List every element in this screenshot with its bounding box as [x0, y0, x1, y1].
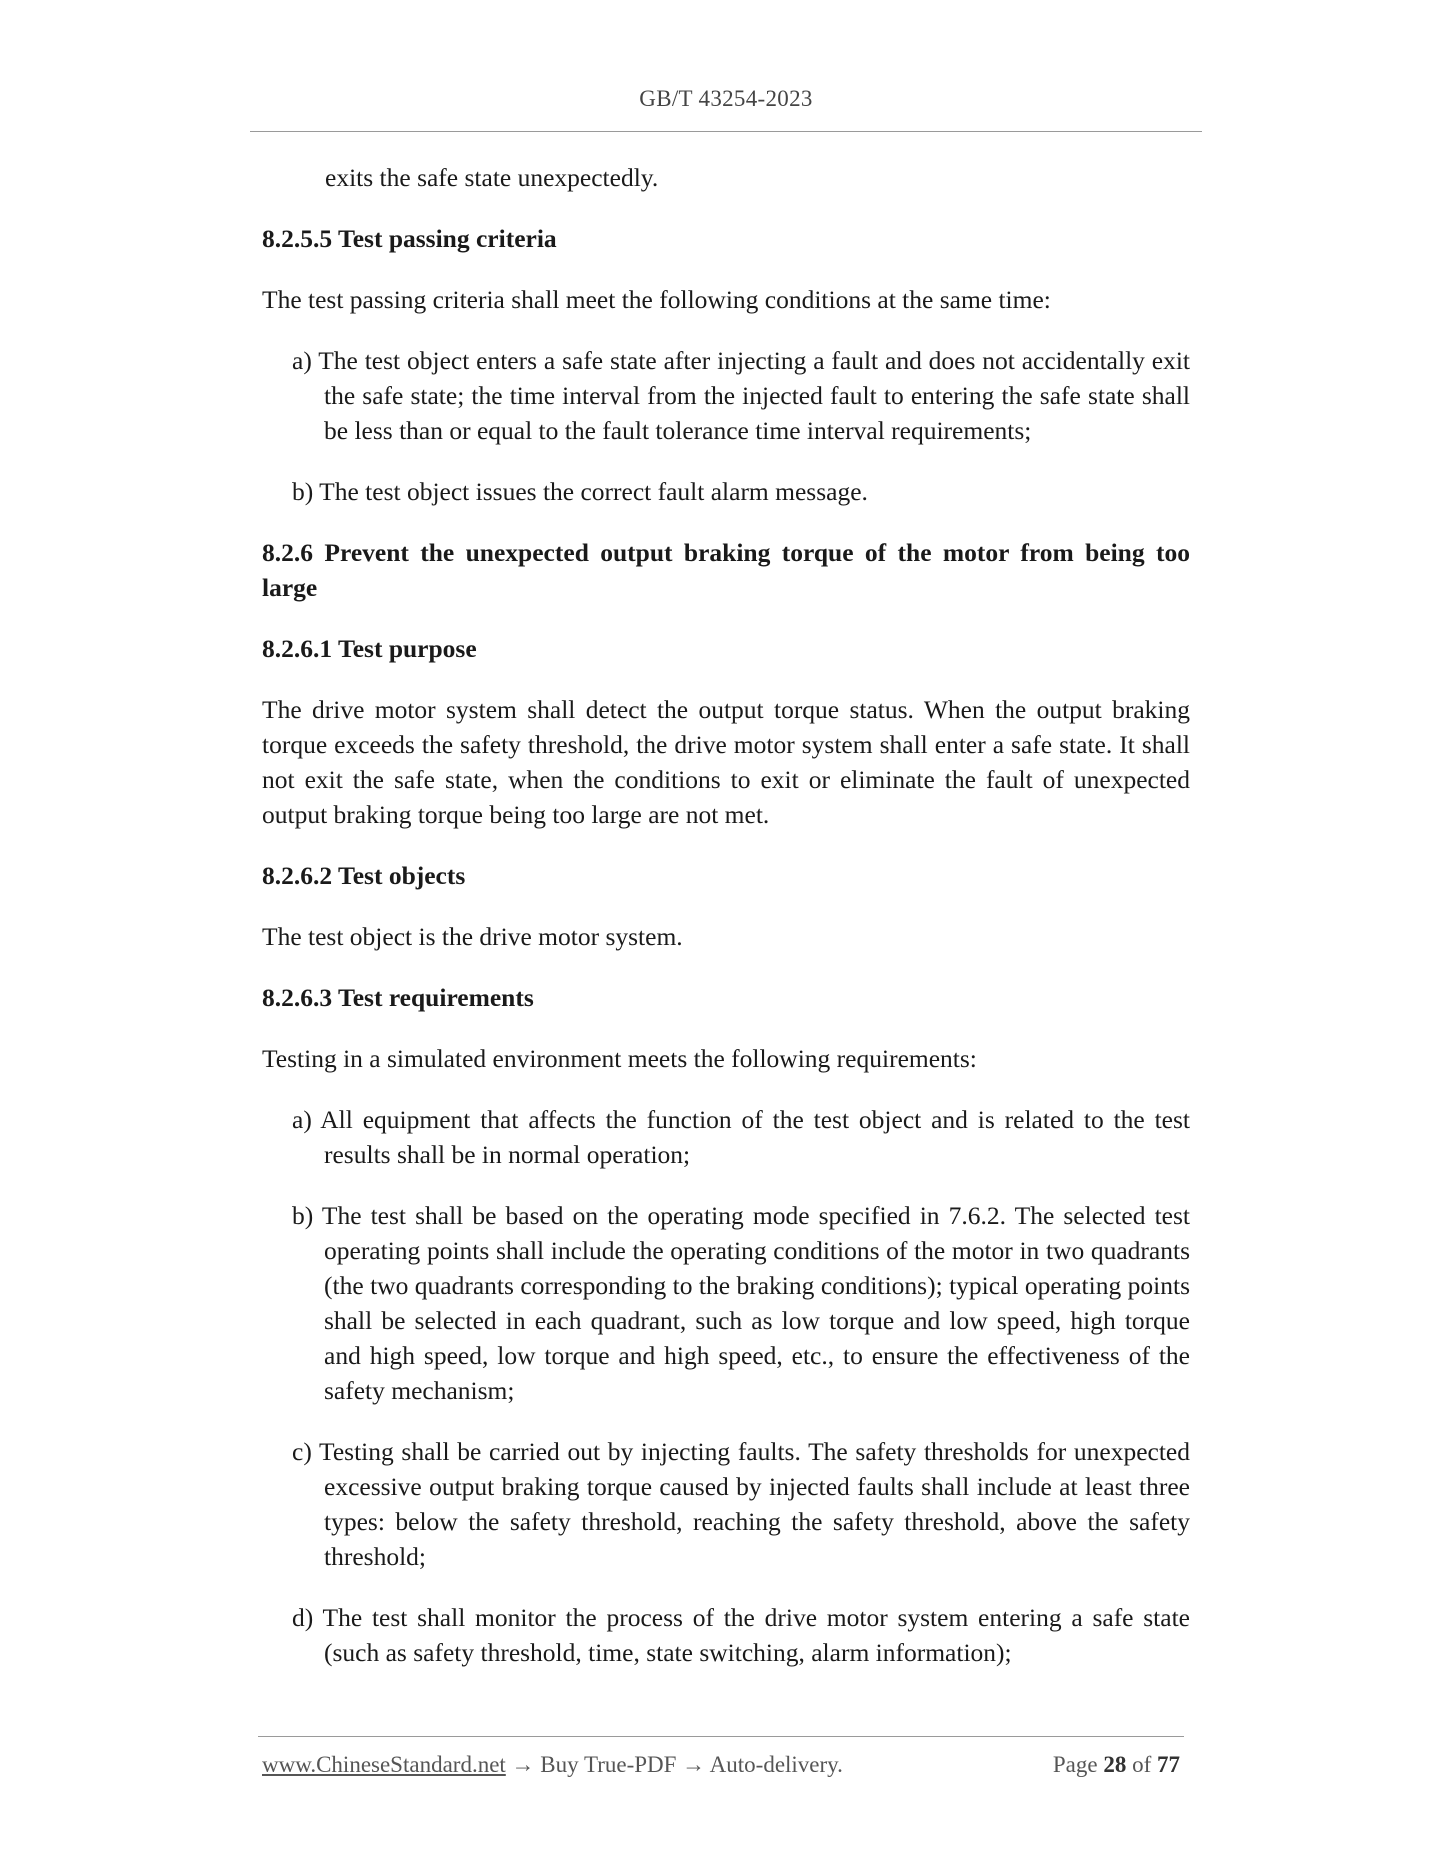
page-number: 28 — [1103, 1752, 1127, 1777]
heading-8-2-6-3: 8.2.6.3 Test requirements — [262, 983, 534, 1012]
heading-8-2-5-5: 8.2.5.5 Test passing criteria — [262, 224, 557, 253]
heading-8-2-6-2: 8.2.6.2 Test objects — [262, 861, 466, 890]
list-item: a) The test object enters a safe state after injecting a fault and does not accidentally exit the safe state; the time interval from the injected fault to entering the safe state shall be less than or equal to the fault tolerance time interval requirements; — [292, 346, 1190, 445]
of-label: of — [1132, 1752, 1152, 1777]
document-header: GB/T 43254-2023 — [639, 86, 813, 111]
site-link[interactable]: www.ChineseStandard.net — [262, 1752, 506, 1777]
list-item: a) All equipment that affects the function of the test object and is related to the test results shall be in normal operation; — [292, 1105, 1190, 1169]
list-item: b) The test object issues the correct fault alarm message. — [292, 477, 868, 506]
header-divider — [250, 131, 1202, 132]
list-item: c) Testing shall be carried out by injecting faults. The safety thresholds for unexpected excessive output braking torque caused by injected faults shall include at least three types: below the safety threshold, reaching the safety threshold, above the safety threshold; — [292, 1437, 1190, 1571]
total-pages: 77 — [1157, 1752, 1180, 1777]
document-body — [262, 160, 1190, 1696]
list-item: b) The test shall be based on the operating mode specified in 7.6.2. The selected test operating points shall include the operating conditions of the motor in two quadrants (the two quadrants corresponding to the braking conditions); typical operating points shall be selected in each quadrant, such as low torque and low speed, high torque and high speed, low torque and high speed, etc., to ensure the effectiveness of the safety mechanism; — [292, 1201, 1190, 1405]
paragraph-test-purpose: The drive motor system shall detect the output torque status. When the output braking torque exceeds the safety threshold, the drive motor system shall enter a safe state. It shall not exit the safe state, when the conditions to exit or eliminate the fault of unexpected output braking torque being too large are not met. — [262, 695, 1190, 829]
heading-8-2-6: 8.2.6 Prevent the unexpected output braking torque of the motor from being too large — [262, 538, 1190, 602]
page-indicator — [1053, 1752, 1180, 1778]
paragraph-8-2-5-5-intro: The test passing criteria shall meet the following conditions at the same time: — [262, 285, 1051, 314]
paragraph-test-objects: The test object is the drive motor system. — [262, 922, 683, 951]
footer-divider — [258, 1736, 1184, 1737]
footer-promo — [262, 1752, 843, 1778]
page-label: Page — [1052, 1752, 1098, 1777]
continuation-text: exits the safe state unexpectedly. — [325, 163, 659, 192]
footer-tagline: → Buy True-PDF → Auto-delivery. — [505, 1752, 843, 1777]
list-item: d) The test shall monitor the process of the drive motor system entering a safe state (such as safety threshold, time, state switching, alarm information); — [292, 1603, 1190, 1667]
heading-8-2-6-1: 8.2.6.1 Test purpose — [262, 634, 477, 663]
paragraph-test-requirements-intro: Testing in a simulated environment meets the following requirements: — [262, 1044, 977, 1073]
